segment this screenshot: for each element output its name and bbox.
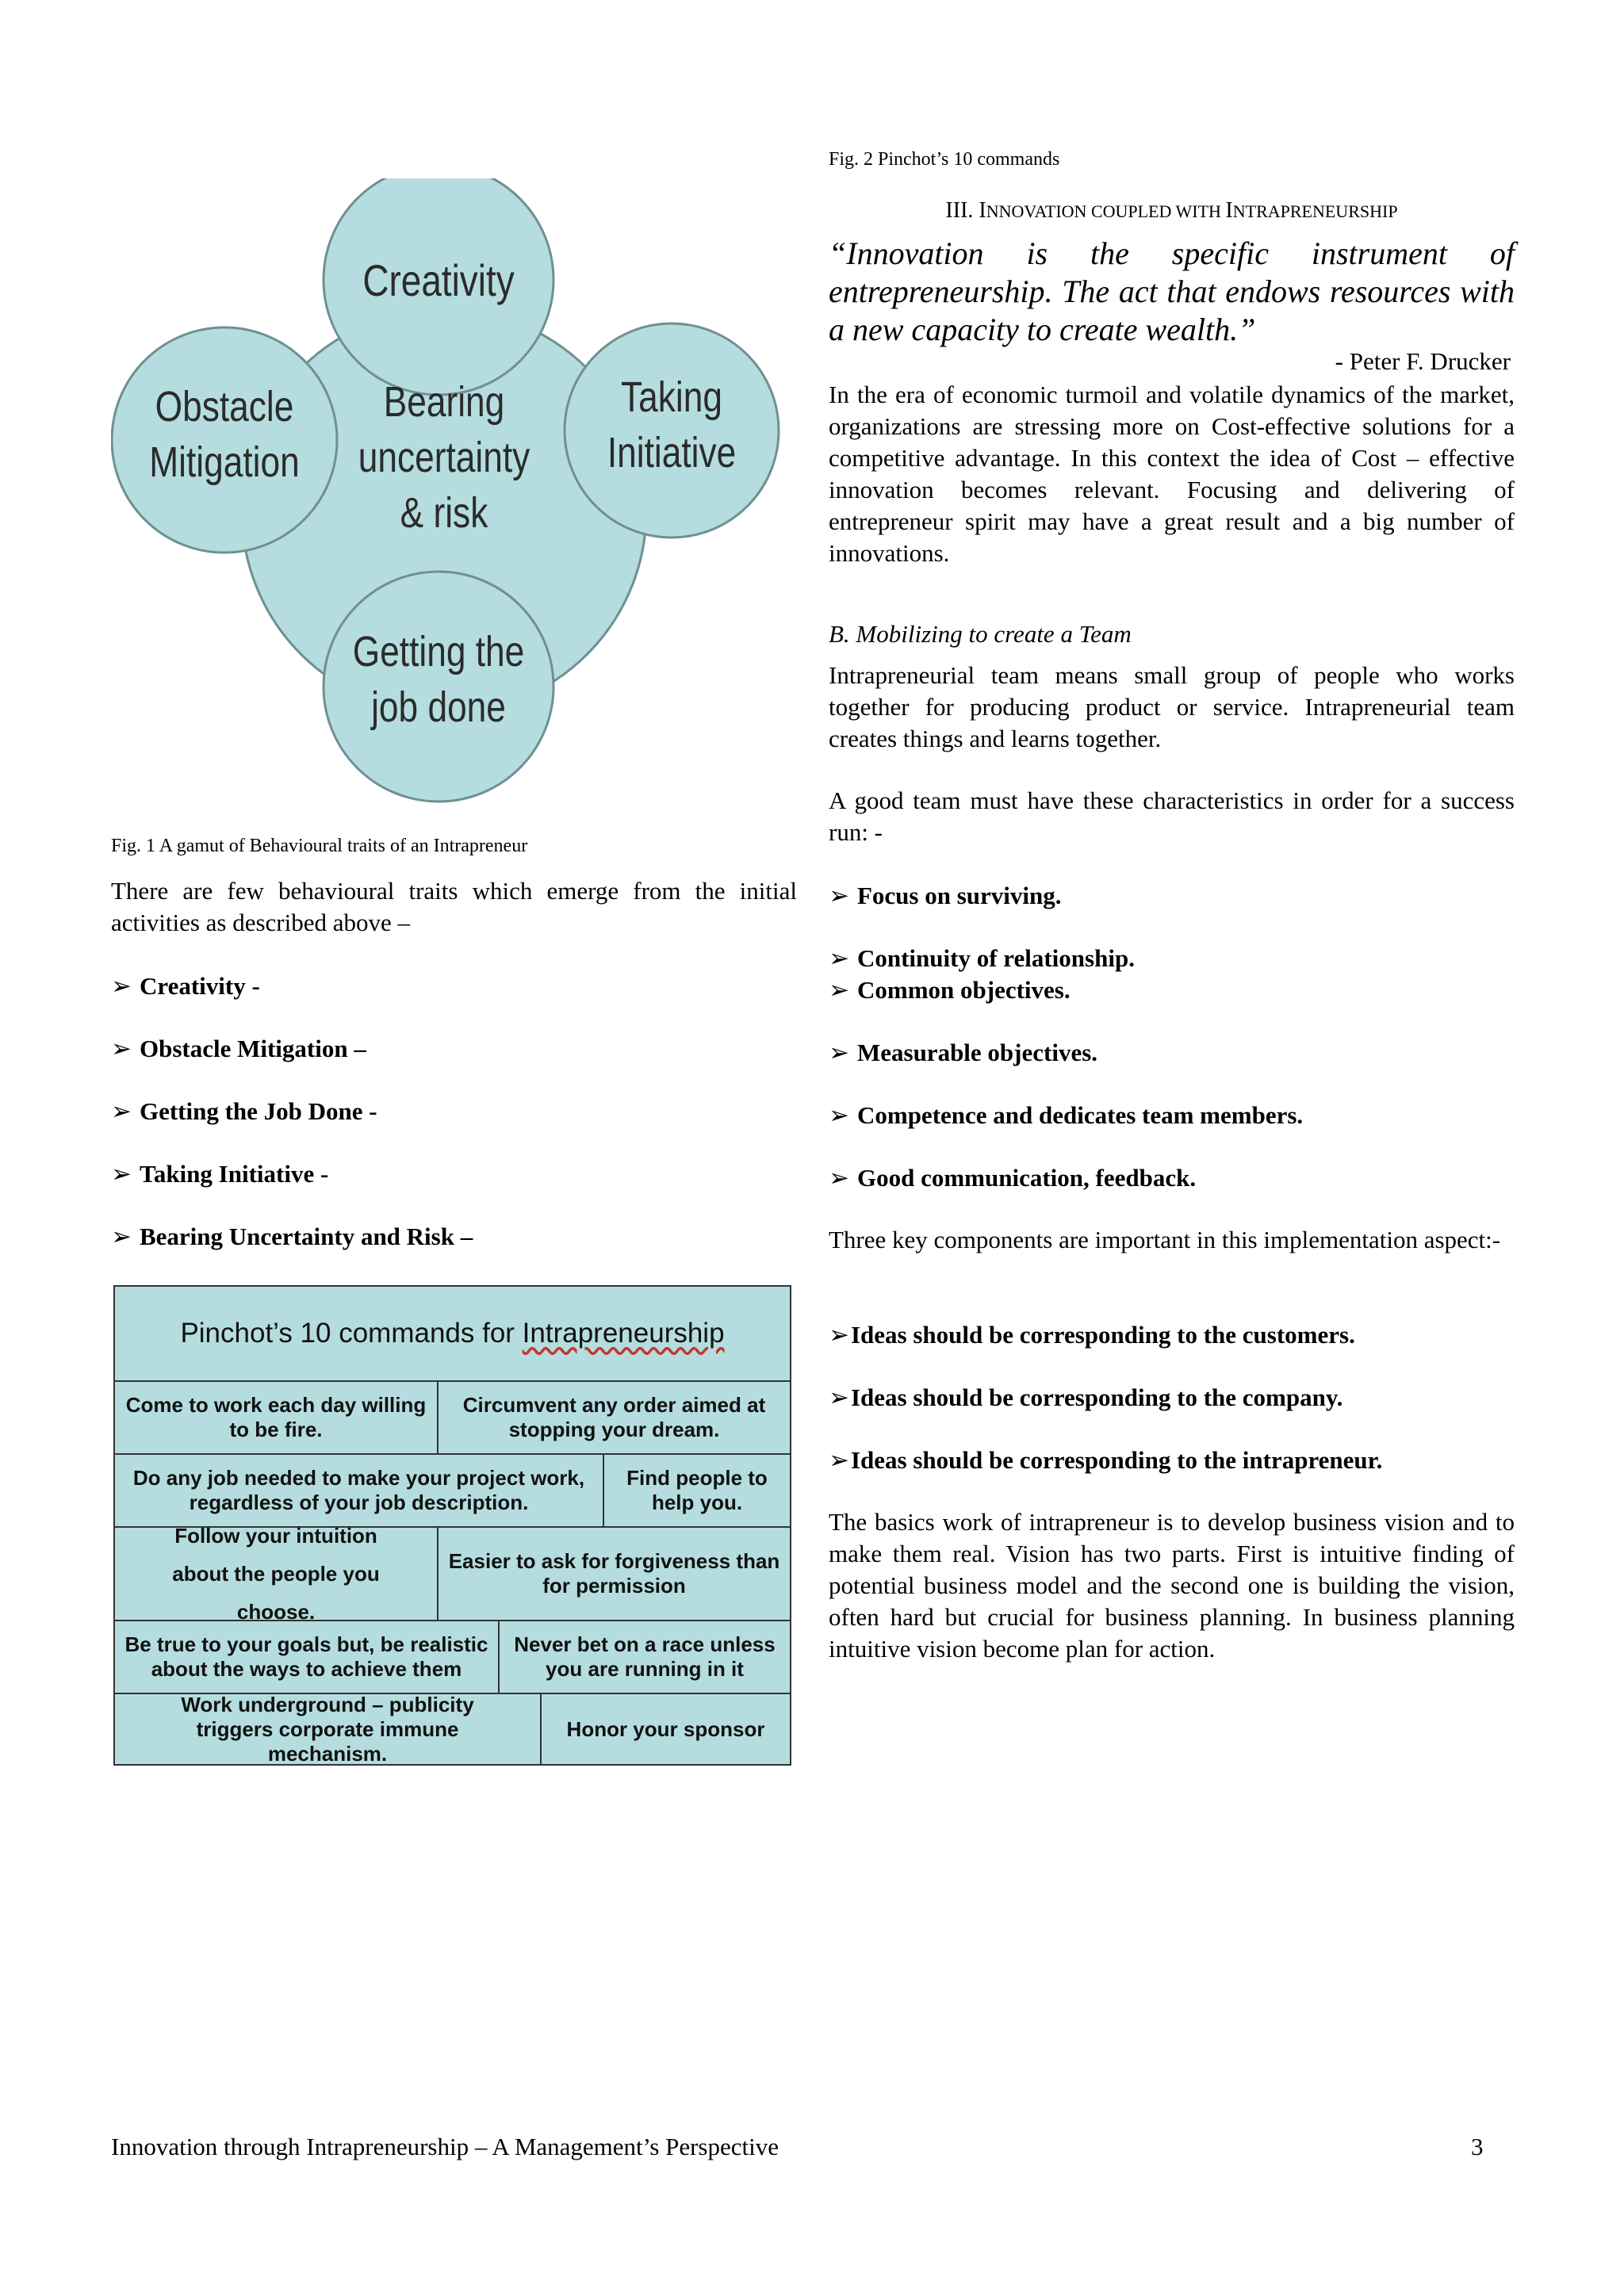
paragraph: A good team must have these characteristics in order for a success run: -	[829, 786, 1515, 846]
trait-bullet: ➢ Obstacle Mitigation –	[111, 1035, 366, 1062]
diagram-label-line: job done	[371, 683, 506, 732]
footer-title: Innovation through Intrapreneurship – A Management’s Perspective	[111, 2133, 779, 2160]
table-title: Pinchot’s 10 commands for Intrapreneurship	[115, 1287, 790, 1382]
diagram-label-line: Getting the	[352, 627, 525, 676]
page-number: 3	[1471, 2133, 1484, 2160]
team-bullet: ➢ Competence and dedicates team members.	[829, 1101, 1304, 1129]
arrow-bullet-icon: ➢	[829, 944, 849, 972]
arrow-bullet-icon: ➢	[829, 1164, 849, 1192]
subsection-heading: B. Mobilizing to create a Team	[829, 620, 1132, 648]
trait-bullet: ➢ Taking Initiative -	[111, 1160, 329, 1188]
table-cell: Never bet on a race unless you are running in it	[500, 1621, 790, 1694]
arrow-bullet-icon: ➢	[829, 1446, 849, 1474]
table-cell: Be true to your goals but, be realistic about the ways to achieve them	[115, 1621, 500, 1694]
arrow-bullet-icon: ➢	[111, 972, 132, 1000]
fig1-caption: Fig. 1 A gamut of Behavioural traits of an Intrapreneur	[111, 836, 528, 856]
arrow-bullet-icon: ➢	[829, 882, 849, 909]
table-cell: Easier to ask for forgiveness than for permission	[439, 1528, 790, 1621]
diagram-label-line: uncertainty	[358, 433, 530, 482]
arrow-bullet-icon: ➢	[111, 1160, 132, 1188]
top-circle-label	[362, 256, 515, 305]
trait-bullet: ➢ Getting the Job Done -	[111, 1097, 377, 1125]
team-bullet: ➢ Focus on surviving.	[829, 882, 1062, 909]
diagram-label-line: Initiative	[607, 428, 737, 477]
arrow-bullet-icon: ➢	[111, 1223, 132, 1250]
diagram-label-line: Mitigation	[149, 438, 300, 487]
paragraph: Three key components are important in this implementation aspect:-	[829, 1226, 1501, 1253]
arrow-bullet-icon: ➢	[829, 1321, 849, 1349]
diagram-label-line: Creativity	[362, 255, 515, 306]
team-bullet: ➢ Measurable objectives.	[829, 1039, 1098, 1066]
section-heading: III. INNOVATION COUPLED WITH INTRAPRENEURSHIP	[945, 198, 1398, 223]
arrow-bullet-icon: ➢	[829, 1383, 849, 1411]
arrow-bullet-icon: ➢	[111, 1097, 132, 1125]
trait-bullet: ➢ Bearing Uncertainty and Risk –	[111, 1223, 473, 1250]
idea-bullet: ➢Ideas should be corresponding to the intrapreneur.	[829, 1446, 1383, 1474]
team-bullet: ➢ Continuity of relationship.	[829, 944, 1135, 972]
drucker-quote: “Innovation is the specific instrument of entrepreneurship. The act that endows resources with a new capacity to create wealth.”	[829, 235, 1515, 347]
arrow-bullet-icon: ➢	[829, 1101, 849, 1129]
idea-bullet: ➢Ideas should be corresponding to the company.	[829, 1383, 1343, 1411]
diagram-label-line: Bearing	[383, 377, 505, 427]
paragraph: Intrapreneurial team means small group of people who works together for producing product or service. Intrapreneurial team creates things and learns together.	[829, 661, 1515, 752]
table-cell: Work underground – publicity triggers corporate immune mechanism.	[115, 1694, 542, 1764]
arrow-bullet-icon: ➢	[829, 976, 849, 1004]
table-cell: Follow your intuition about the people you choose.	[115, 1528, 439, 1621]
table-cell: Circumvent any order aimed at stopping your dream.	[439, 1382, 790, 1455]
table-cell: Come to work each day willing to be fire.	[115, 1382, 439, 1455]
diagram-label-line: Obstacle	[155, 382, 294, 431]
behavioural-traits-diagram	[111, 178, 793, 821]
team-bullet: ➢ Good communication, feedback.	[829, 1164, 1197, 1192]
diagram-label-line: & risk	[400, 488, 488, 538]
intro-paragraph: There are few behavioural traits which emerge from the initial activities as described above –	[111, 877, 797, 936]
pinchot-commands-table	[113, 1285, 791, 1766]
trait-bullet: ➢ Creativity -	[111, 972, 260, 1000]
paragraph: The basics work of intrapreneur is to develop business vision and to make them real. Vision has two parts. First is intuitive finding of potential business model and the second one is building the vision, often hard but crucial for business planning. In business planning intuitive vision become plan for action.	[829, 1508, 1515, 1663]
quote-attribution: - Peter F. Drucker	[1335, 347, 1511, 375]
fig2-caption: Fig. 2 Pinchot’s 10 commands	[829, 149, 1060, 170]
team-bullet: ➢ Common objectives.	[829, 976, 1071, 1004]
diagram-label-line: Taking	[621, 373, 722, 422]
table-cell: Do any job needed to make your project work, regardless of your job description.	[115, 1455, 604, 1528]
arrow-bullet-icon: ➢	[111, 1035, 132, 1062]
table-cell: Find people to help you.	[604, 1455, 790, 1528]
table-cell: Honor your sponsor	[566, 1716, 765, 1741]
idea-bullet: ➢Ideas should be corresponding to the customers.	[829, 1321, 1355, 1349]
arrow-bullet-icon: ➢	[829, 1039, 849, 1066]
paragraph: In the era of economic turmoil and volatile dynamics of the market, organizations are stressing more on Cost-effective solutions for a competitive advantage. In this context the idea of Cost – effective innovation becomes relevant. Focusing and delivering of entrepreneur spirit may have a great result and a big number of innovations.	[829, 381, 1515, 567]
